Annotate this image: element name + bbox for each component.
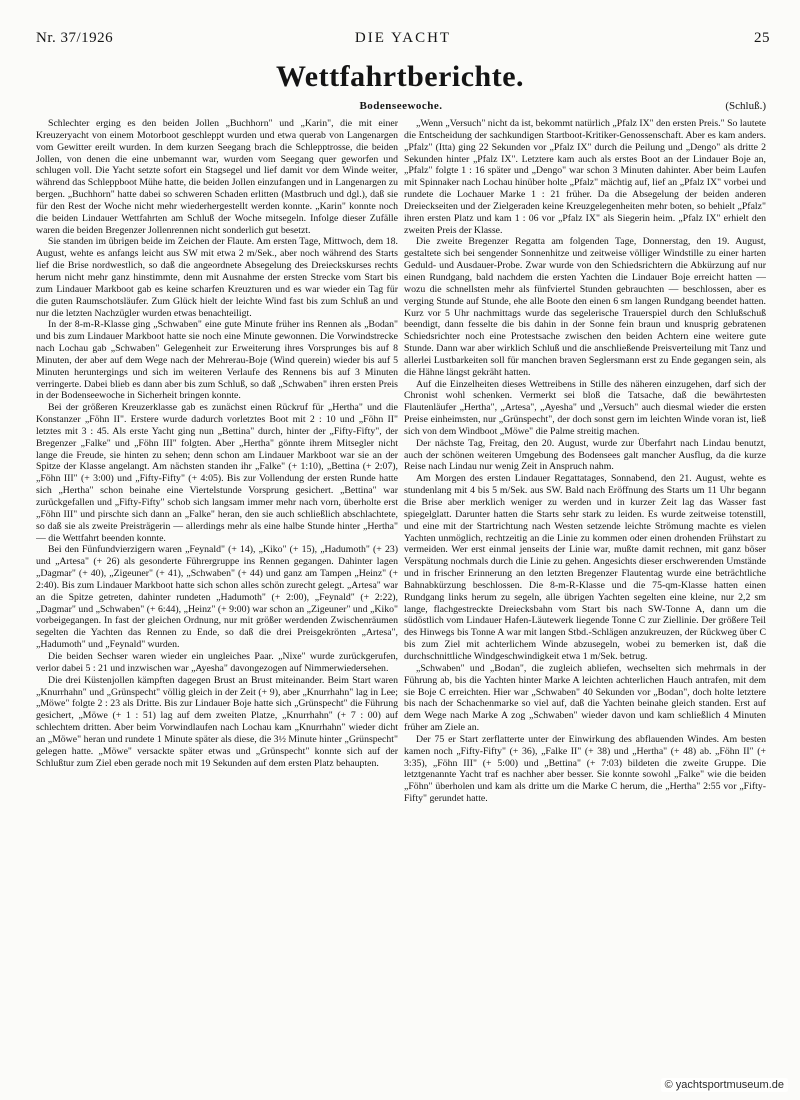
paragraph: Die drei Küstenjollen kämpften dagegen Brust an Brust miteinander. Beim Start waren „Knurrhahn" und „Grünspecht" völlig gleich in der Zeit (+ 9), aber „Knurrhahn" lag in Lee; „Möwe" folgte 2 : 23 als Dritte. Bis zur Lindauer Boje hatte sich „Grünspecht" die Führung gesichert, „Möwe (+ 1 : 51) lag auf dem zweiten Platze, „Knurrhahn" (+ 7 : 00) auf schlechtem dritten. Aber beim Vorwindlaufen nach Lochau kam „Knurrhahn" wieder dicht an „Möwe" heran und rundete 1 Minute später als diese, die 3½ Minute hinter „Grünspecht" gelegen hatte. „Möwe" versackte später etwas und „Grünspecht" konnte sich auf der Schlußtur zum Ziel eben gerade noch mit 19 Sekunden auf dem ersten Platz behaupten. (36, 674, 398, 769)
article-title: Wettfahrtberichte. (275, 60, 525, 93)
left-column (36, 118, 398, 1083)
right-column (404, 118, 766, 1083)
issue-number: Nr. 37/1926 (36, 30, 114, 46)
paragraph: In der 8-m-R-Klasse ging „Schwaben" eine gute Minute früher ins Rennen als „Bodan" und bis zum Lindauer Markboot hatte sie noch eine Minute gewonnen. Die Vorwindstrecke nach Lochau gab „Schwaben" Gelegenheit zur Erweiterung ihres Vorsprunges bis auf 8 Minuten, der aber auf dem Wege nach der Mehrerau-Boje (Wind querein) wieder bis auf 5 Minuten heruntergings und sich im weiteren Verlaufe des Rennens bis auf 3 Minuten verringerte. Dabei blieb es dann aber bis zum Schluß, so daß „Schwaben" ihren ersten Preis in der Bodenseewoche in Sicherheit bringen konnte. (36, 319, 398, 402)
paragraph: Der nächste Tag, Freitag, den 20. August, wurde zur Überfahrt nach Lindau benutzt, auch der schönen weiteren Umgebung des Bodensees galt mancher Ausflug, da die kurze Reise nach Lindau nur wenig Zeit in Anspruch nahm. (404, 437, 766, 473)
paragraph: Die zweite Bregenzer Regatta am folgenden Tage, Donnerstag, den 19. August, gestaltete sich bei sengender Sonnenhitze und zeitweise völliger Windstille zu einer harten Geduld- und Ausdauer-Probe. Zwar wurde von den Schiedsrichtern die Abkürzung auf nur einen Rundgang, bald nachdem die ersten Yachten die Lindauer Boje erreicht hatten — wozu die schnellsten mehr als fünfviertel Stunden gebrauchten — beschlossen, aber es verging Stunde auf Stunde, ehe alle Boote den einen 6 sm langen Rundgang beendet hatten. Kurz vor 5 Uhr nachmittags wurde das segelerische Trauerspiel durch den Schlußschuß beendigt, dann fesselte die bis dahin in der Sonne fein braun und knusprig gebratenen Schiedsrichter noch eine Protestsache zwischen den beiden Achtern eine weitere gute Stunde. Dann war aber wirklich Schluß und die anschließende Preisverteilung mit Tanz und allerlei Lustbarkeiten soll für manchen braven Seglersmann erst zu Ende gegangen sein, als die Hähne längst gekräht hatten. (404, 236, 766, 378)
page-number: 25 (754, 30, 770, 46)
paragraph: Auf die Einzelheiten dieses Wettreibens in Stille des näheren einzugehen, darf sich der Chronist wohl schenken. Vermerkt sei bloß die Tatsache, daß die bewährtesten Flautenläufer „Hertha", „Artesa", „Ayesha" und „Versuch" auch diesmal wieder die ersten Preise einheimsten, nur „Grünspecht", der doch sonst gern im leichten Winde voran ist, ließ sich von dem Windboot „Möwe" die Palme streitig machen. (404, 378, 766, 437)
paragraph: Schlechter erging es den beiden Jollen „Buchhorn" und „Karin", die mit einer Kreuzeryacht von einem Motorboot geschleppt wurden und etwa querab von Langenargen vom Gewitter ereilt wurden. In dem kurzen Seegang brach die Schlepptrosse, die beiden Jollen, von denen die eine unbemannt war, wurden vom Seegang quer geworfen und schlugen voll. Die Yacht setzte sofort ein Stagsegel und lief damit vor dem Winde weiter, während das Schleppboot Mühe hatte, die beiden Jollen einzufangen und in Langenargen zu bergen. „Buchhorn" hatte dabei so schweren Schaden erlitten (Mastbruch und dgl.), daß sie für den Rest der Woche nicht mehr wiederhergestellt werden konnte. „Karin" konnte noch die beiden Lindauer Wettfahrten am Schluß der Woche mitsegeln. Infolge dieser Zufälle waren die beiden Bregenzer Jollenrennen nicht sonderlich gut besetzt. (36, 118, 398, 236)
paragraph: Am Morgen des ersten Lindauer Regattatages, Sonnabend, den 21. August, wehte es stundenlang mit 4 bis 5 m/Sek. aus SW. Bald nach Eröffnung des Starts um 11 Uhr begann die Brise aber merklich weniger zu werden und in kurzer Zeit lag das Wasser fast spiegelglatt. Darunter hatten die Starts sehr stark zu leiden. Es wurde zeitweise totenstill, und eine mit der Startrichtung nach Westen setzende leichte Strömung machte es vielen Yachten unmöglich, rechtzeitig an die Linie zu kommen oder einen drohenden Frühstart zu vermeiden. Wer erst einmal jenseits der Linie war, mußte damit rechnen, mit ganz böser Verspätung nochmals durch die Linie zu gehen. Angesichts dieser erschwerenden Umstände und in frischer Erinnerung an den letzten Bregenzer Flautentag wurde eine beträchtliche Bahnabkürzung beschlossen. Die 8-m-R-Klasse und die 75-qm-Klasse hatten einen Rundgang links herum zu segeln, alle übrigen Yachten segelten eine kleine, nur 2,2 sm lange, flachgestreckte Dreiecksbahn vom Start bis nach SW-Tonne A, dann um die südöstlich vom Lindauer Hafen-Läutewerk liegende Tonne C zur Ziellinie. Der größere Teil des Hinwegs bis Tonne A war mit langen Stbd.-Schlägen anzukreuzen, der Rückweg über C bis zum Ziel mit achterlichem Winde abzusegeln, wobei zu bemerken ist, daß die durchschnittliche Windgeschwindigkeit etwa 1 m/Sek. betrug. (404, 473, 766, 662)
journal-name: DIE YACHT (354, 30, 452, 46)
page-header (36, 30, 770, 52)
copyright-icon: © (664, 1079, 673, 1091)
section-heading: Bodenseewoche. (359, 100, 443, 112)
continuation-note: (Schluß.) (725, 100, 766, 112)
paragraph: Sie standen im übrigen beide im Zeichen der Flaute. Am ersten Tage, Mittwoch, dem 18. August, wehte es anfangs leicht aus SW mit etwa 2 m/Sek., aber noch während des Starts lief die Brise nordwestlich, so daß die angeordnete Absegelung des Dreieckskurses rechts herum nicht mehr ganz hinstimmte, denn mit Ausnahme der ersten Strecke vom Start bis zum Lindauer Markboot gab es keine scharfen Kreuzturen und es war wieder ein Tag für die guten Raumschotsläufer. Zum Glück hielt der leichte Wind fast bis zum Schluß an und nur die letzten Nachzügler wurden etwas benachteiligt. (36, 236, 398, 319)
paragraph: Bei den Fünfundvierzigern waren „Feynald" (+ 14), „Kiko" (+ 15), „Hadumoth" (+ 23) und „Artesa" (+ 26) als gesonderte Führergruppe ins Rennen gegangen. Dahinter lagen „Dagmar" (+ 40), „Zigeuner" (+ 41), „Schwaben" (+ 44) und ganz am Tampen „Heinz" (+ 2:40). Bis zum Lindauer Markboot hatte sich schon alles schön zurecht gelegt. „Artesa" war an die Spitze getreten, dahinter rundeten „Hadumoth" (+ 2:00), „Feynald" (+ 2:22), „Dagmar" und „Schwaben" (+ 6:44), „Heinz" (+ 9:00) war schon an „Zigeuner" und „Kiko" vorbeigegangen. In fast der gleichen Ordnung, nur mit größer werdenden Zwischenräumen segelten die Yachten das Rennen zu Ende, so daß die drei Preisgekrönten „Artesa", „Hadumoth" und „Feynald" wurden. (36, 544, 398, 651)
paragraph: „Wenn „Versuch" nicht da ist, bekommt natürlich „Pfalz IX" den ersten Preis." So lautete die Entscheidung der sachkundigen Startboot-Kritiker-Genossenschaft. Aber es kam anders. „Pfalz" (Itta) ging 22 Sekunden vor „Pfalz IX" durch die Peilung und „Dengo" als dritte 2 Sekunden hinter „Pfalz IX". Letztere kam auch als erstes Boot an der Lindauer Boje an, „Pfalz" folgte 1 : 16 später und „Dengo" war schon 3 Minuten dahinter. Aber beim Laufen mit Spinnaker nach Lochau hinüber holte „Pfalz" mächtig auf, lief an „Pfalz IX" vorbei und rundete die Lochauer Marke 1 : 21 früher. Da die Absegelung der beiden anderen Dreieckseiten und der Zielgeraden keine Kreuzgelegenheiten mehr boten, so behielt „Pfalz" ihren ersten Platz und kam 1 : 06 vor „Pfalz IX" als Siegerin heim. „Pfalz IX" erhielt den zweiten Preis der Klasse. (404, 118, 766, 236)
paragraph: Bei der größeren Kreuzerklasse gab es zunächst einen Rückruf für „Hertha" und die Konstanzer „Föhn II". Erstere wurde dadurch vorletztes Boot mit 2 : 10 und „Föhn II" letztes mit 3 : 45. Als erste Yacht ging nun „Bettina" durch, hinter der „Fifty-Fifty", der Bregenzer „Falke" und „Föhn III" folgten. Aber „Hertha" gönnte ihrem Mitsegler nicht lange die Freude, sie hinten zu sehen; denn schon am Lindauer Markboot war sie an der Spitze der Klasse angelangt. Am nächsten standen ihr „Falke" (+ 1:10), „Bettina (+ 2:07), „Föhn III" (+ 3:00) und „Fifty-Fifty" (+ 4:05). Bis zur Vollendung der ersten Runde hatte sich „Hertha" schon beinahe eine Viertelstunde Vorsprung gesichert. „Bettina" war zurückgefallen und „Fifty-Fifty" schob sich langsam immer mehr nach vorn, überholte erst „Föhn III" und pirschte sich dann an „Falke" heran, den sie auch schließlich abschlachtete, so daß sie als zweite Preisträgerin — allerdings mehr als eine halbe Stunde hinter „Hertha" — die Wettfahrt beenden konnte. (36, 402, 398, 544)
paragraph: Der 75 er Start zerflatterte unter der Einwirkung des abflauenden Windes. Am besten kamen noch „Fifty-Fifty" (+ 36), „Falke II" (+ 38) und „Hertha" (+ 48) ab. „Föhn II" (+ 3:35), „Föhn III" (+ 5:00) und „Bettina" (+ 7:03) bildeten die zweite Gruppe. Die letztgenannte Yacht traf es nachher aber besser. Sie konnte sowohl „Falke" wie die beiden „Föhn" überholen und kam als dritte um die Marke C herum, die „Hertha" 2:55 vor „Fifty-Fifty" gerundet hatte. (404, 733, 766, 805)
watermark (661, 1078, 788, 1092)
paragraph: Die beiden Sechser waren wieder ein ungleiches Paar. „Nixe" wurde zurückgerufen, verlor dabei 5 : 21 und inzwischen war „Ayesha" davongezogen auf Nimmerwiedersehen. (36, 650, 398, 674)
watermark-text: yachtsportmuseum.de (675, 1079, 784, 1091)
paragraph: „Schwaben" und „Bodan", die zugleich abliefen, wechselten sich mehrmals in der Führung ab, bis die Yachten hinter Marke A leichten achterlichen Hauch antrafen, mit dem sie Boje C erreichten. Hier war „Schwaben" 40 Sekunden vor „Bodan", doch holte letztere bis nach der Schachenmarke so viel auf, daß die Yachten beinahe gleich standen. Erst auf dem Wege nach Marke A zog „Schwaben" wieder davon und kam schließlich 4 Minuten früher am Ziele an. (404, 662, 766, 734)
article-subtitle (36, 100, 766, 116)
